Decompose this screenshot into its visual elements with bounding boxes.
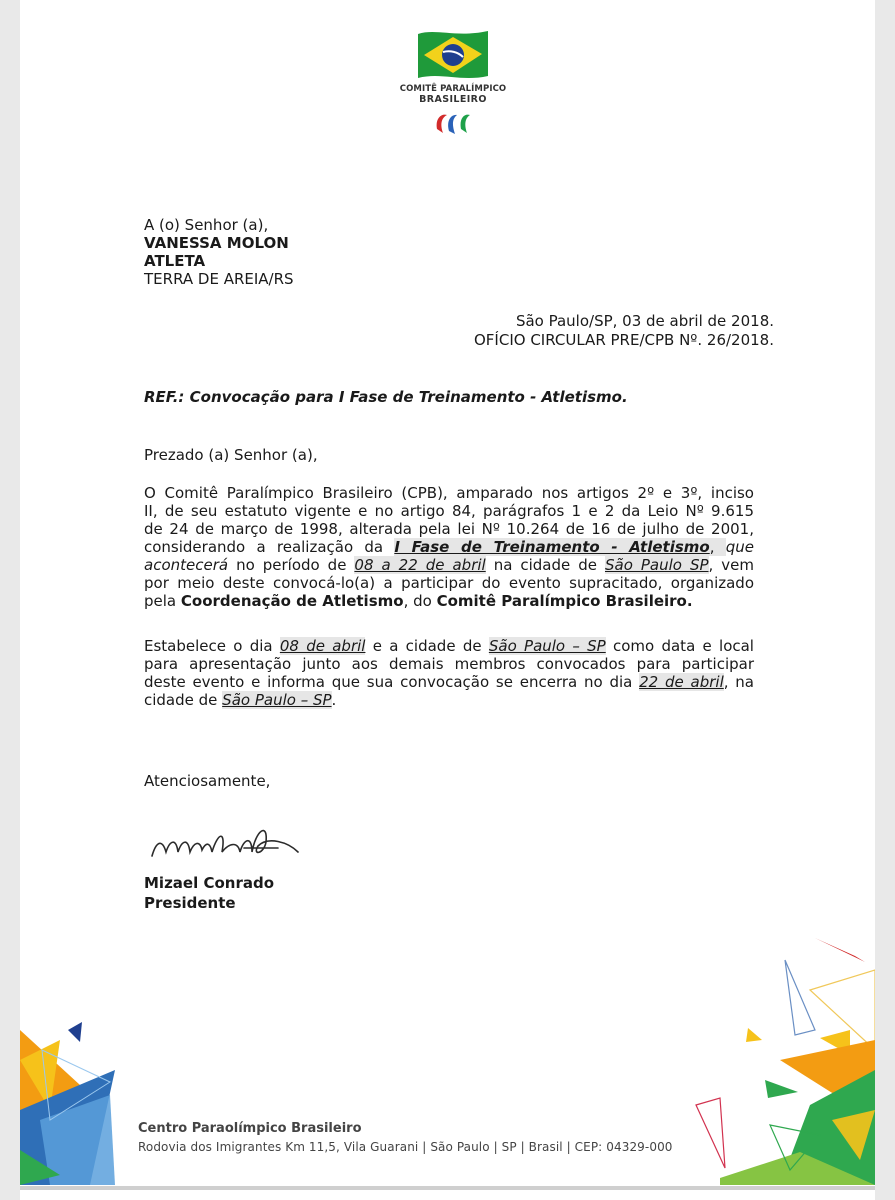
brazil-flag-icon (416, 28, 490, 82)
text-run: Coordenação de Atletismo (180, 592, 404, 610)
text-run: pela (144, 592, 181, 610)
signature-icon (148, 812, 328, 864)
signer-name: Mizael Conrado (144, 874, 275, 892)
footer-org-name: Centro Paraolímpico Brasileiro (138, 1121, 362, 1136)
text-run: na cidade de (485, 556, 605, 574)
footer-address: Rodovia dos Imigrantes Km 11,5, Vila Guarani | São Paulo | SP | Brasil | CEP: 04329-000 (138, 1140, 673, 1154)
body1-line (144, 556, 754, 574)
letter-date: São Paulo/SP, 03 de abril de 2018. (515, 312, 774, 330)
reference-line: REF.: Convocação para I Fase de Treinamento - Atletismo. (144, 388, 628, 406)
text-run: , do (403, 592, 437, 610)
text-run: cidade de (144, 691, 223, 709)
triangle-shape (696, 1098, 725, 1168)
logo-org-line2: BRASILEIRO (419, 94, 487, 105)
oficio-number: OFÍCIO CIRCULAR PRE/CPB Nº. 26/2018. (474, 331, 774, 349)
closing: Atenciosamente, (144, 772, 271, 790)
triangle-shape (68, 1022, 82, 1042)
end-city: São Paulo – SP (222, 691, 332, 709)
arrival-city: São Paulo – SP (488, 637, 606, 655)
text-run: como data e local (605, 637, 754, 655)
body2-line (144, 691, 754, 709)
text-run: que (725, 538, 754, 556)
body2-line: para apresentação junto aos demais membros convocados para participar (144, 655, 754, 673)
agitos-icon (431, 107, 475, 137)
text-run: e a cidade de (365, 637, 489, 655)
body1-line (144, 538, 754, 556)
page-bottom-edge (20, 1186, 875, 1190)
text-run: . (331, 691, 337, 709)
text-run: no período de (228, 556, 355, 574)
body1-line: por meio deste convocá-lo(a) a participar do evento supracitado, organizado (144, 574, 754, 592)
recipient-block (144, 216, 294, 288)
recipient-role: ATLETA (144, 252, 206, 270)
body1-line: O Comitê Paralímpico Brasileiro (CPB), amparado nos artigos 2º e 3º, inciso (144, 484, 754, 502)
text-run: , na (723, 673, 754, 691)
text-run: Comitê Paralímpico Brasileiro. (436, 592, 693, 610)
body1-line (144, 592, 754, 610)
arrival-date: 08 de abril (279, 637, 366, 655)
event-city: São Paulo SP (604, 556, 709, 574)
body2-line (144, 637, 754, 655)
text-run: considerando a realização da (144, 538, 395, 556)
logo-org-line1: COMITÊ PARALÍMPICO (399, 84, 507, 94)
end-date: 22 de abril (639, 673, 724, 691)
triangle-shape (746, 1028, 762, 1042)
recipient-name: VANESSA MOLON (144, 234, 289, 252)
event-period: 08 a 22 de abril (354, 556, 486, 574)
text-run: deste evento e informa que sua convocação se encerra no dia (144, 673, 640, 691)
greeting: Prezado (a) Senhor (a), (144, 446, 318, 464)
text-run: Estabelece o dia (144, 637, 280, 655)
cpb-logo (398, 28, 508, 137)
triangle-shape (765, 1080, 798, 1098)
body1-line: de 24 de março de 1998, alterada pela lei Nº 10.264 de 16 de julho de 2001, (144, 520, 754, 538)
body-paragraph-1 (144, 484, 754, 610)
triangle-shape (815, 938, 865, 962)
signer-title: Presidente (144, 894, 236, 912)
event-name: I Fase de Treinamento - Atletismo (394, 538, 710, 556)
recipient-salutation: A (o) Senhor (a), (144, 216, 269, 234)
body-paragraph-2 (144, 637, 754, 709)
text-run: , (709, 538, 726, 556)
body2-line (144, 673, 754, 691)
body1-line: II, de seu estatuto vigente e no artigo 84, parágrafos 1 e 2 da Leio Nº 9.615 (144, 502, 754, 520)
text-run: , vem (708, 556, 754, 574)
text-run: acontecerá (144, 556, 229, 574)
recipient-city: TERRA DE AREIA/RS (144, 270, 294, 288)
letter-page (20, 0, 875, 1200)
triangle-shape (785, 960, 815, 1035)
